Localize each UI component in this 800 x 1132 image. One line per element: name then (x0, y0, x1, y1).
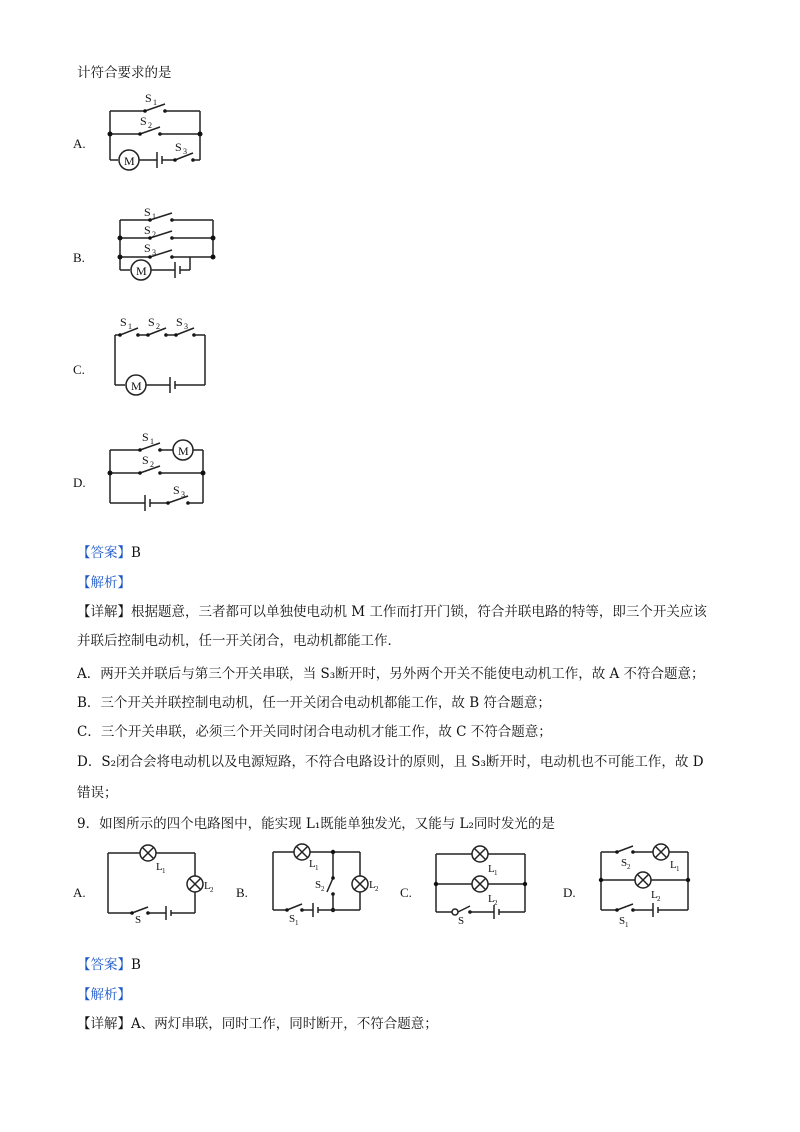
svg-text:L: L (309, 858, 316, 870)
q8-circuit-d (105, 428, 220, 513)
svg-text:L: L (488, 893, 495, 905)
svg-text:S: S (315, 879, 322, 891)
svg-text:3: 3 (184, 322, 188, 331)
svg-text:S: S (144, 223, 151, 237)
svg-text:3: 3 (183, 147, 187, 156)
svg-text:S: S (173, 483, 180, 497)
svg-text:2: 2 (152, 230, 156, 239)
svg-text:S: S (175, 140, 182, 154)
q8-circuit-b (110, 203, 230, 288)
svg-text:S: S (458, 915, 465, 927)
q8-line-c: C．三个开关串联，必须三个开关同时闭合电动机才能工作，故 C 不符合题意； (77, 724, 552, 740)
svg-text:1: 1 (128, 322, 132, 331)
svg-text:S: S (142, 430, 149, 444)
svg-text:L: L (651, 889, 658, 901)
q9-circuit-c (428, 840, 548, 930)
svg-text:1: 1 (153, 98, 157, 107)
svg-text:S: S (176, 315, 183, 329)
svg-text:S: S (135, 914, 142, 926)
svg-text:1: 1 (150, 437, 154, 446)
svg-text:S: S (140, 114, 147, 128)
q9-option-c-label: C. (400, 885, 412, 900)
svg-text:M: M (136, 264, 147, 278)
svg-text:2: 2 (150, 460, 154, 469)
q9-circuit-b (265, 840, 385, 925)
q8-line-d2: 错误； (77, 785, 118, 801)
svg-text:L: L (204, 880, 211, 892)
q8-analysis-label: 【解析】 (77, 575, 131, 591)
svg-text:1: 1 (676, 865, 680, 873)
svg-text:S: S (621, 857, 628, 869)
svg-text:1: 1 (625, 921, 629, 929)
svg-text:1: 1 (152, 212, 156, 221)
svg-text:M: M (178, 444, 189, 458)
svg-text:L: L (156, 861, 163, 873)
svg-text:S: S (289, 913, 296, 925)
q8-circuit-a (105, 88, 235, 178)
svg-text:1: 1 (494, 869, 498, 877)
q8-option-b-label: B. (73, 250, 85, 265)
q8-detail-line2: 并联后控制电动机，任一开关闭合，电动机都能工作． (77, 633, 401, 649)
svg-text:S: S (144, 205, 151, 219)
q8-circuit-c (110, 315, 220, 395)
q8-intro: 计符合要求的是 (77, 65, 172, 81)
svg-text:S: S (120, 315, 127, 329)
svg-text:2: 2 (321, 885, 325, 893)
q8-line-d1: D．S₂闭合会将电动机以及电源短路，不符合电路设计的原则，且 S₃断开时，电动机也不可能工作，故 D (77, 754, 704, 770)
q8-answer: 【答案】B (77, 545, 141, 561)
svg-text:S: S (144, 241, 151, 255)
svg-text:S: S (142, 453, 149, 467)
svg-text:2: 2 (627, 863, 631, 871)
q8-detail-line1: 【详解】根据题意，三者都可以单独使电动机 M 工作而打开门锁，符合并联电路的特等，即三个开关应该 (77, 604, 707, 620)
q9-question: 9．如图所示的四个电路图中，能实现 L₁既能单独发光，又能与 L₂同时发光的是 (77, 816, 555, 832)
svg-text:L: L (488, 863, 495, 875)
svg-text:L: L (369, 879, 376, 891)
svg-text:L: L (670, 859, 677, 871)
q8-option-d-label: D. (73, 475, 86, 490)
svg-text:2: 2 (494, 899, 498, 907)
svg-text:S: S (145, 91, 152, 105)
motor-m: M (124, 154, 135, 168)
svg-text:3: 3 (181, 490, 185, 499)
q9-option-d-label: D. (563, 885, 576, 900)
q8-line-b: B．三个开关并联控制电动机，任一开关闭合电动机都能工作，故 B 符合题意； (77, 695, 551, 711)
svg-text:M: M (131, 379, 142, 393)
q9-option-b-label: B. (236, 885, 248, 900)
svg-text:1: 1 (162, 867, 166, 875)
svg-text:2: 2 (156, 322, 160, 331)
svg-text:1: 1 (295, 919, 299, 927)
q9-option-a-label: A. (73, 885, 86, 900)
q9-circuit-d (593, 840, 713, 929)
svg-text:2: 2 (375, 885, 379, 893)
svg-text:2: 2 (148, 121, 152, 130)
q8-option-c-label: C. (73, 362, 85, 377)
q8-line-a: A．两开关并联后与第三个开关串联，当 S₃断开时，另外两个开关不能使电动机工作，故 A 不符合题意； (77, 666, 705, 682)
q9-detail-line1: 【详解】A、两灯串联，同时工作，同时断开，不符合题意； (77, 1016, 438, 1032)
q9-answer: 【答案】B (77, 957, 141, 973)
q9-circuit-a (100, 843, 220, 926)
q8-option-a-label: A. (73, 136, 86, 151)
svg-text:3: 3 (152, 248, 156, 257)
svg-text:2: 2 (657, 895, 661, 903)
svg-text:S: S (619, 915, 626, 927)
svg-text:2: 2 (210, 886, 214, 894)
svg-text:S: S (148, 315, 155, 329)
svg-text:1: 1 (315, 864, 319, 872)
q9-analysis-label: 【解析】 (77, 987, 131, 1003)
